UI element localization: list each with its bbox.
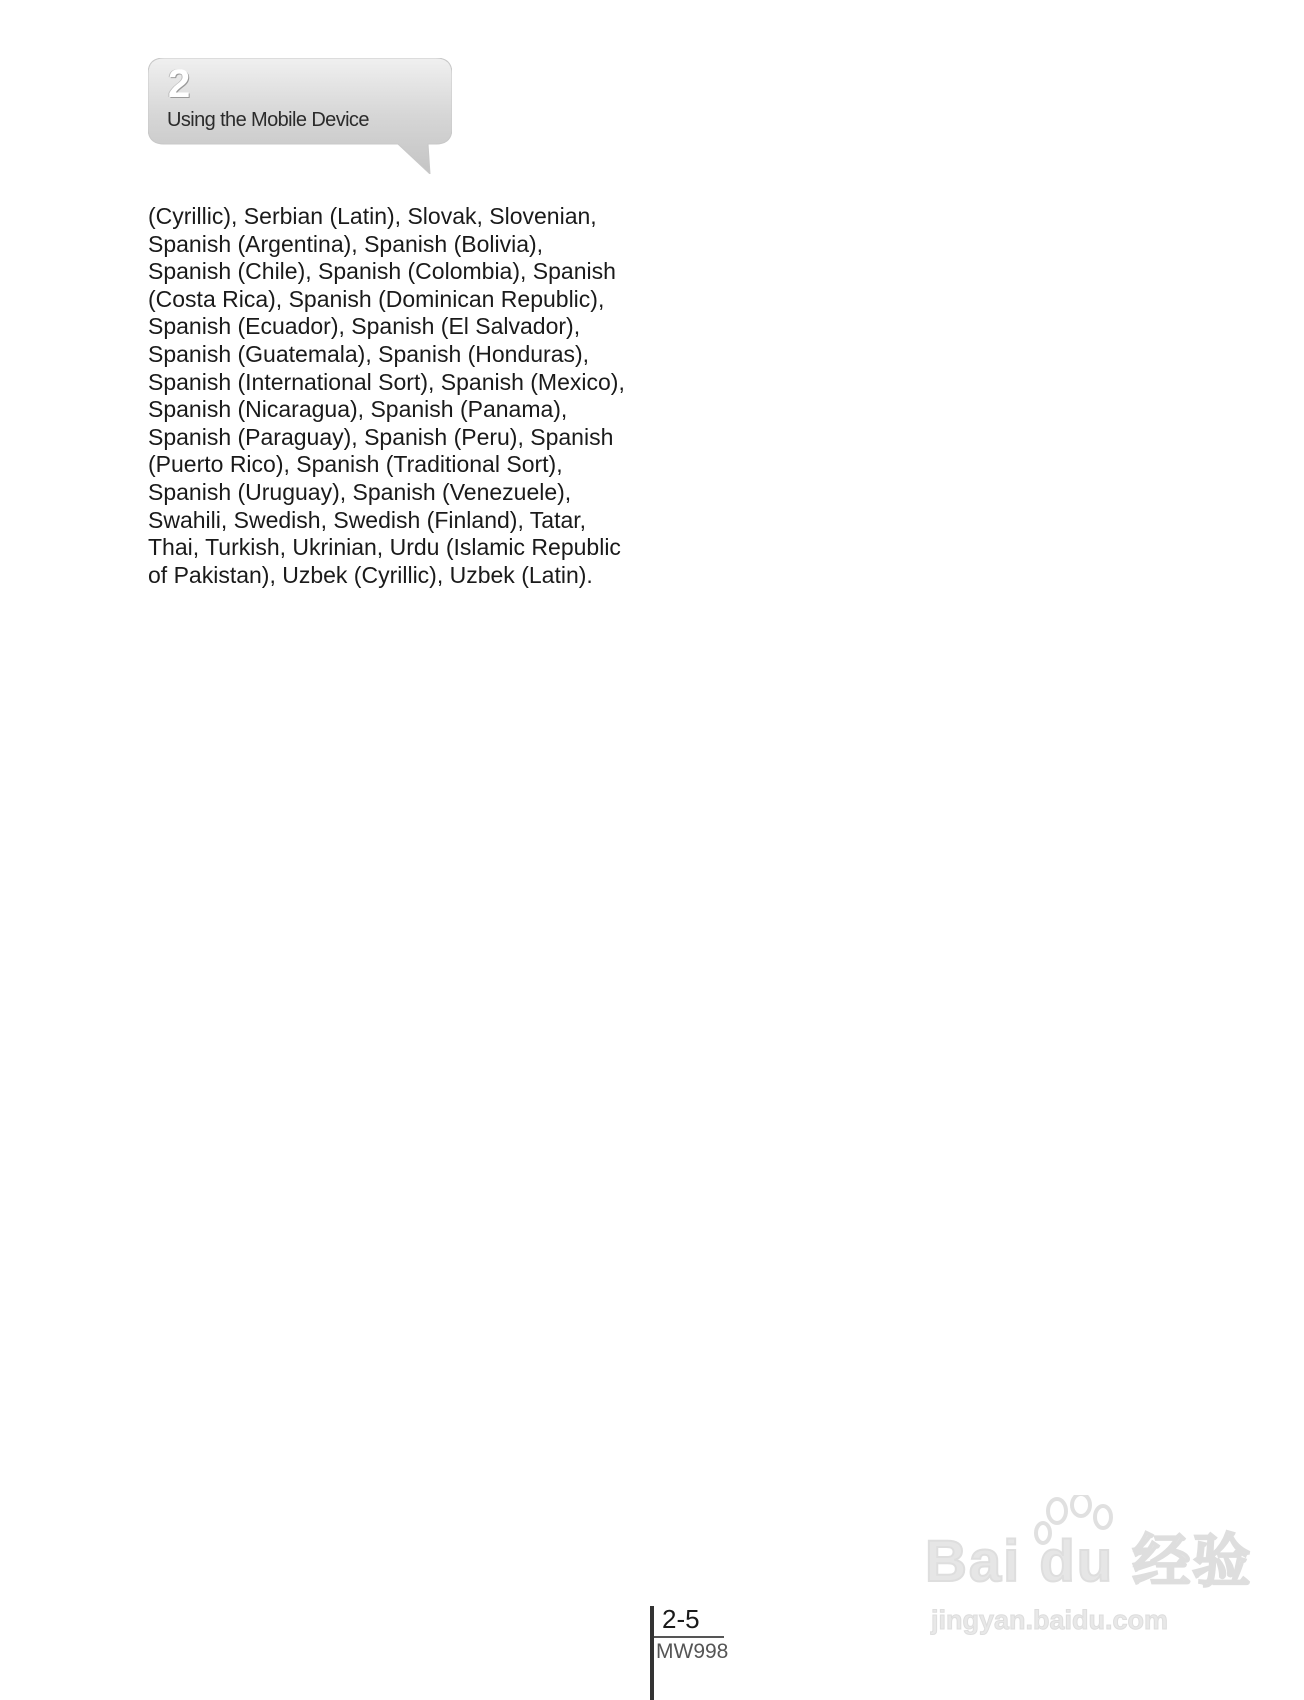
chapter-number: 2: [168, 62, 191, 106]
text-line: (Cyrillic), Serbian (Latin), Slovak, Slovenian,: [148, 203, 597, 229]
text-line: Spanish (Nicaragua), Spanish (Panama),: [148, 396, 568, 423]
footer-vertical-rule: [650, 1606, 654, 1700]
text-line: Spanish (International Sort), Spanish (Mexico),: [148, 368, 625, 395]
baidu-watermark: [925, 1495, 1253, 1645]
watermark-logo: Bai du 经验: [925, 1529, 1253, 1594]
text-line: Spanish (Chile), Spanish (Colombia), Spanish: [148, 258, 616, 285]
text-line: (Puerto Rico), Spanish (Traditional Sort),: [148, 451, 563, 478]
model-number: MW998: [656, 1640, 729, 1663]
text-line: of Pakistan), Uzbek (Cyrillic), Uzbek (Latin).: [148, 561, 593, 588]
language-list-paragraph: [148, 203, 668, 589]
text-line: Spanish (Paraguay), Spanish (Peru), Spanish: [148, 423, 614, 450]
footer-underline: [654, 1636, 724, 1638]
chapter-title: Using the Mobile Device: [167, 109, 369, 131]
text-line: Spanish (Argentina), Spanish (Bolivia),: [148, 230, 544, 257]
text-line: (Costa Rica), Spanish (Dominican Republic),: [148, 285, 605, 312]
watermark-url: jingyan.baidu.com: [931, 1605, 1169, 1635]
text-line: Spanish (Uruguay), Spanish (Venezuele),: [148, 478, 572, 505]
text-line: Thai, Turkish, Ukrinian, Urdu (Islamic Republic: [148, 534, 621, 561]
text-line: Spanish (Ecuador), Spanish (El Salvador),: [148, 313, 581, 340]
page-number: 2-5: [662, 1604, 700, 1634]
text-line: Swahili, Swedish, Swedish (Finland), Tatar,: [148, 506, 587, 533]
chapter-badge: [148, 58, 452, 174]
text-line: Spanish (Guatemala), Spanish (Honduras),: [148, 340, 590, 367]
